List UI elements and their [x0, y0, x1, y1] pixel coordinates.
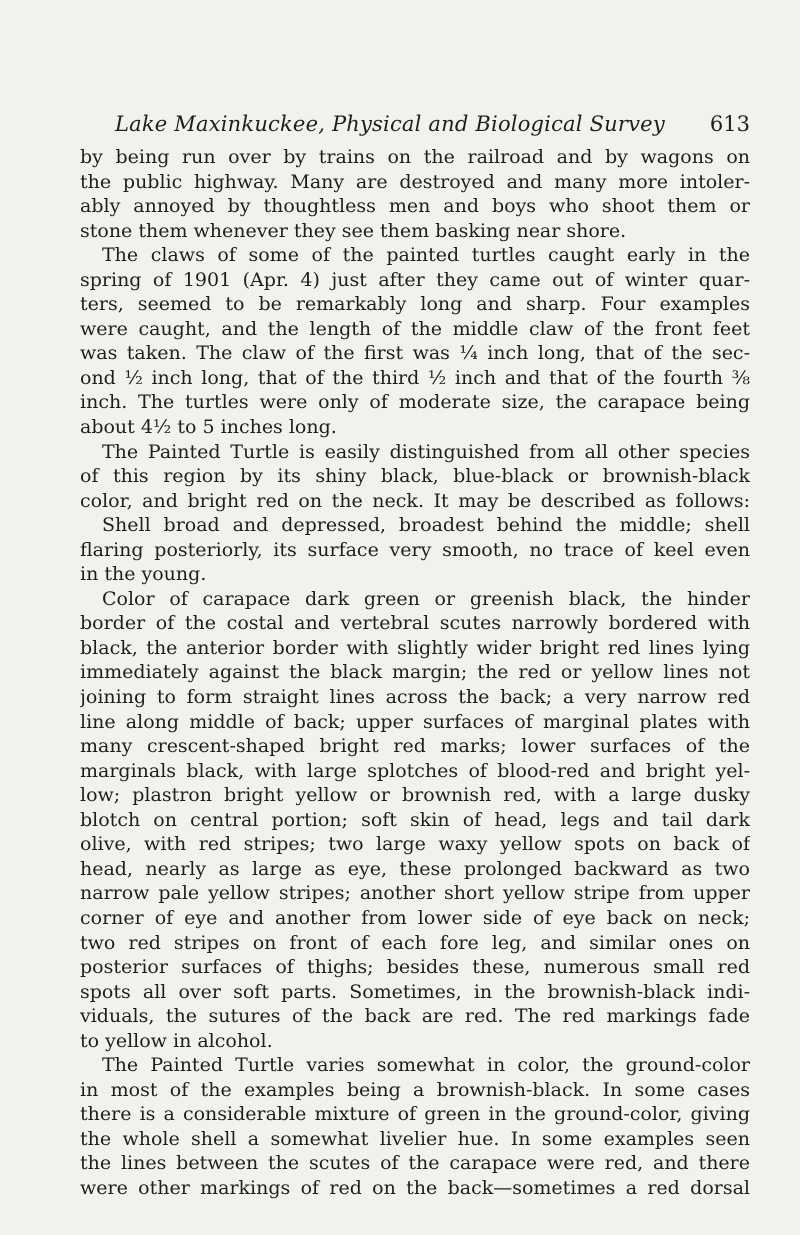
text-line: The Painted Turtle varies somewhat in color, the ground-color	[102, 1054, 750, 1077]
text-line: olive, with red stripes; two large waxy yellow spots on back of	[80, 833, 750, 856]
paragraph-5	[80, 587, 750, 1053]
text-line: were caught, and the length of the middle claw of the front feet	[80, 317, 750, 340]
text-line: ably annoyed by thoughtless men and boys who shoot them or	[80, 195, 750, 218]
text-line: border of the costal and vertebral scutes narrowly bordered with	[80, 612, 750, 635]
text-line: color, and bright red on the neck. It may be described as follows:	[80, 489, 750, 512]
text-line: immediately against the black margin; the red or yellow lines not	[80, 661, 750, 684]
text-line: to yellow in alcohol.	[80, 1029, 273, 1052]
text-line: corner of eye and another from lower side of eye back on neck;	[80, 906, 750, 929]
text-line: spots all over soft parts. Sometimes, in the brownish-black indi-	[80, 980, 750, 1003]
text-line: ond ½ inch long, that of the third ½ inch and that of the fourth ⅜	[80, 366, 750, 389]
text-line: Shell broad and depressed, broadest behind the middle; shell	[102, 514, 750, 537]
text-line: black, the anterior border with slightly wider bright red lines lying	[80, 636, 750, 659]
text-line: ters, seemed to be remarkably long and sharp. Four examples	[80, 293, 750, 316]
text-line: narrow pale yellow stripes; another short yellow stripe from upper	[80, 882, 750, 905]
paragraph-3	[80, 440, 750, 514]
text-line: line along middle of back; upper surfaces of marginal plates with	[80, 710, 750, 733]
text-line: of this region by its shiny black, blue-black or brownish-black	[80, 465, 750, 488]
paragraph-6	[80, 1053, 750, 1200]
body-text	[80, 145, 750, 1201]
text-line: were other markings of red on the back—sometimes a red dorsal	[80, 1176, 750, 1199]
paragraph-2	[80, 243, 750, 439]
text-line: marginals black, with large splotches of blood-red and bright yel-	[80, 759, 750, 782]
text-line: the lines between the scutes of the carapace were red, and there	[80, 1152, 750, 1175]
text-line: in the young.	[80, 563, 207, 586]
text-line: The Painted Turtle is easily distinguished from all other species	[102, 440, 750, 463]
text-line: Color of carapace dark green or greenish black, the hinder	[102, 587, 750, 610]
text-line: was taken. The claw of the first was ¼ inch long, that of the sec-	[80, 342, 750, 365]
text-line: in most of the examples being a brownish-black. In some cases	[80, 1078, 750, 1101]
text-line: viduals, the sutures of the back are red. The red markings fade	[80, 1005, 750, 1028]
text-line: by being run over by trains on the railroad and by wagons on	[80, 146, 750, 168]
paragraph-4	[80, 513, 750, 587]
running-title: Lake Maxinkuckee, Physical and Biological Survey	[115, 112, 665, 136]
text-line: spring of 1901 (Apr. 4) just after they came out of winter quar-	[80, 268, 750, 291]
text-line: posterior surfaces of thighs; besides these, numerous small red	[80, 956, 750, 979]
text-line: there is a considerable mixture of green in the ground-color, giving	[80, 1103, 750, 1126]
text-line: the whole shell a somewhat livelier hue. In some examples seen	[80, 1127, 750, 1150]
running-header	[115, 112, 750, 142]
text-line: two red stripes on front of each fore leg, and similar ones on	[80, 931, 750, 954]
text-line: The claws of some of the painted turtles caught early in the	[102, 244, 750, 267]
text-line: stone them whenever they see them basking near shore.	[80, 219, 627, 242]
text-line: blotch on central portion; soft skin of head, legs and tail dark	[80, 808, 750, 831]
text-line: inch. The turtles were only of moderate size, the carapace being	[80, 391, 750, 414]
text-line: head, nearly as large as eye, these prolonged backward as two	[80, 857, 750, 880]
text-line: the public highway. Many are destroyed and many more intoler-	[80, 170, 750, 193]
text-line: joining to form straight lines across the back; a very narrow red	[80, 686, 750, 709]
page-number: 613	[709, 112, 750, 136]
paragraph-1	[80, 145, 750, 243]
text-line: many crescent-shaped bright red marks; lower surfaces of the	[80, 735, 750, 758]
text-line: about 4½ to 5 inches long.	[80, 416, 337, 439]
text-line: low; plastron bright yellow or brownish red, with a large dusky	[80, 784, 750, 807]
text-line: flaring posteriorly, its surface very smooth, no trace of keel even	[80, 538, 750, 561]
